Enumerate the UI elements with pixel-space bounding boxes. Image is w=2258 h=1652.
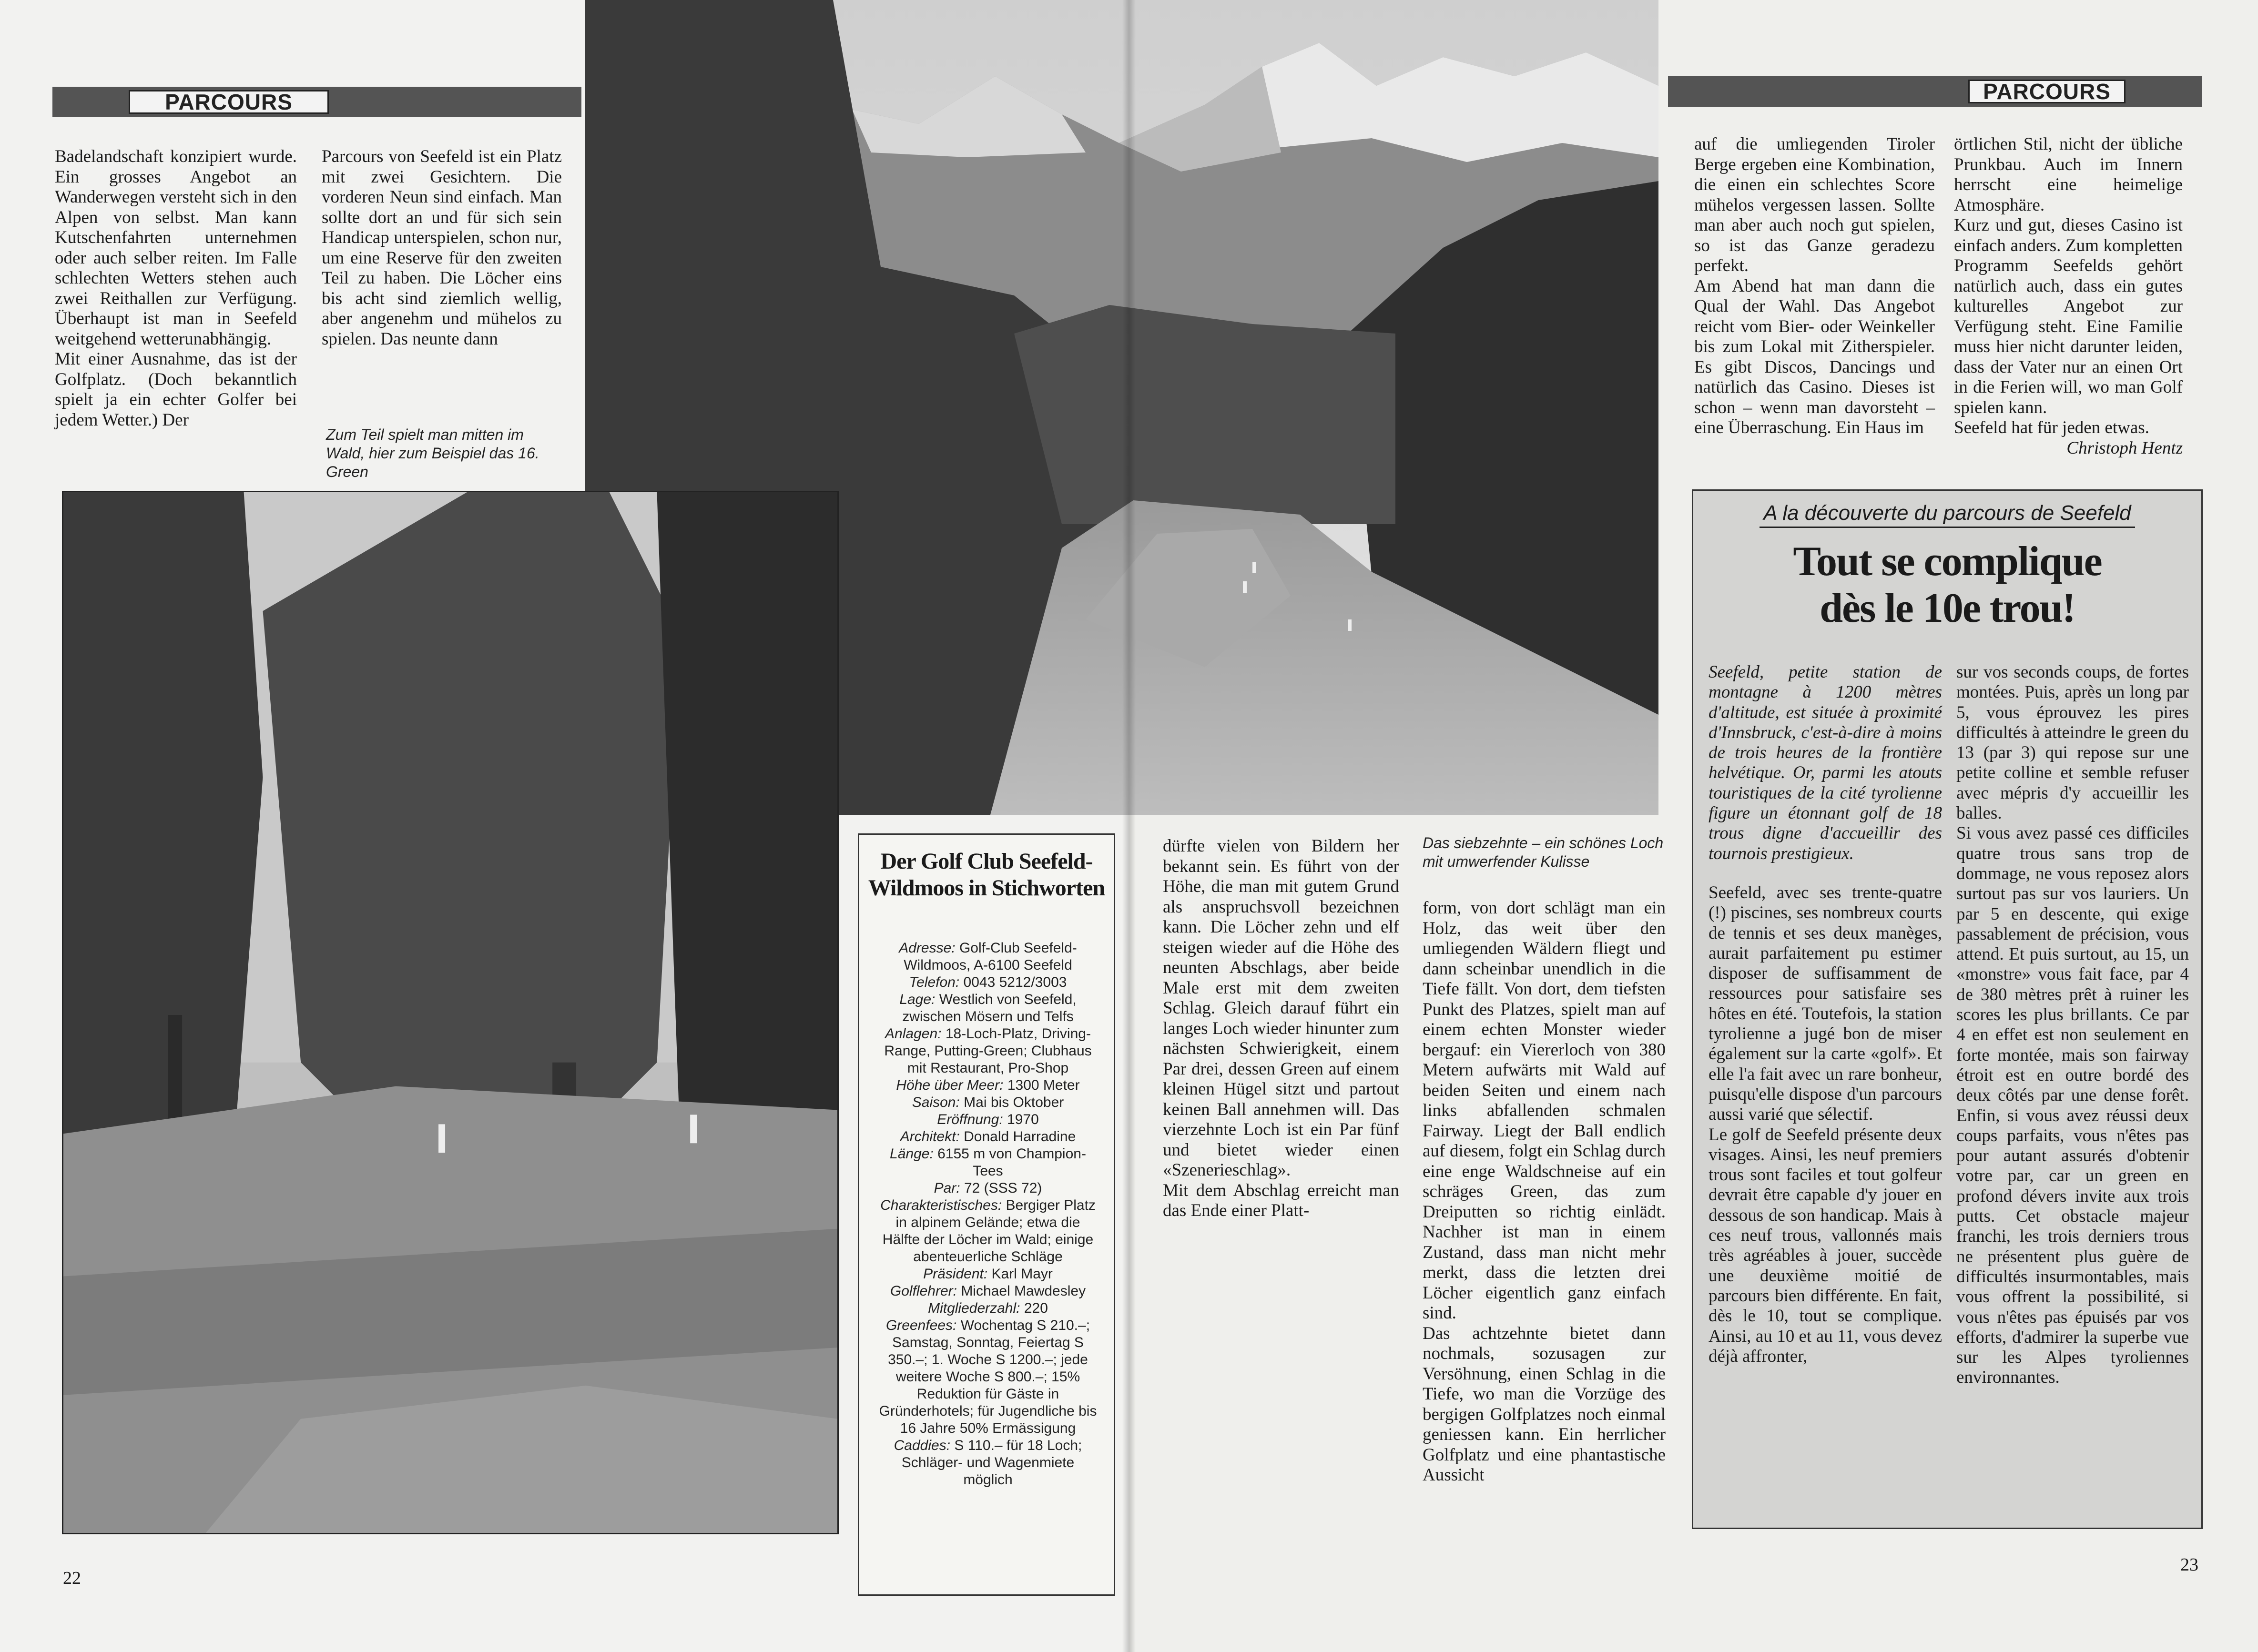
page-number-right: 23 xyxy=(2180,1555,2198,1575)
section-band-left xyxy=(52,87,581,117)
right-text-col-b xyxy=(1423,898,1666,1486)
french-kicker: A la découverte du parcours de Seefeld xyxy=(1693,501,2201,525)
fact-mitglieder: Mitgliederzahl: 220 xyxy=(928,1300,1048,1316)
fact-par: Par: 72 (SSS 72) xyxy=(934,1180,1042,1196)
section-label-left: PARCOURS xyxy=(129,90,329,114)
french-col-2 xyxy=(1956,662,2189,1388)
right-text-col-d xyxy=(1954,134,2183,458)
right-colA-para-1: dürfte vielen von Bildern her bekannt sein. Es führt von der Höhe, die man mit gutem Grund als anspruchsvoll bezeichnen kann. Die Löcher zehn und elf steigen wieder auf die Höhe des neunten Abschlags, aber beide Male erst mit dem zweiten Schlag. Gleich darauf führt ein langes Loch wieder hinunter zum nächsten Schwierigkeit, einem Par drei, dessen Green auf einem kleinen Hügel sitzt und partout keinen Ball annehmen will. Das vierzehnte Loch ist ein Par fünf und bietet wieder einen «Szenerieschlag». xyxy=(1163,836,1399,1180)
photo-forest-green xyxy=(62,491,839,1534)
fact-telefon: Telefon: 0043 5212/3003 xyxy=(909,974,1067,990)
section-band-right xyxy=(1668,76,2202,107)
left-text-col-2 xyxy=(322,147,562,349)
fact-charakteristisches: Charakteristisches: Bergiger Platz in alpinem Gelände; etwa die Hälfte der Löcher im Wald; einige abenteuerliche Schläge xyxy=(880,1197,1096,1265)
french-title-line-1: Tout se complique xyxy=(1793,538,2102,585)
fact-laenge: Länge: 6155 m von Champion-Tees xyxy=(890,1146,1086,1179)
left-text-col-1 xyxy=(55,147,297,430)
factbox-title: Der Golf Club Seefeld-Wildmoos in Stichworten xyxy=(868,849,1105,901)
french-col2-para-1: sur vos seconds coups, de fortes montées. Puis, après un long par 5, vous éprouvez les pires difficultés à atteindre le green du 13 (par 3) qui repose sur une petite colline et semble refuser avec mépris d'y accueillir les balles. xyxy=(1956,662,2189,823)
fact-praesident: Präsident: Karl Mayr xyxy=(923,1266,1053,1282)
fact-golflehrer: Golflehrer: Michael Mawdesley xyxy=(890,1283,1086,1299)
right-colA-para-2: Mit dem Abschlag erreicht man das Ende einer Platt- xyxy=(1163,1180,1399,1220)
right-colD-para-1: örtlichen Stil, nicht der übliche Prunkbau. Auch im Innern herrscht eine heimelige Atmosphäre. xyxy=(1954,134,2183,215)
fact-eroeffnung: Eröffnung: 1970 xyxy=(937,1112,1039,1127)
french-col2-para-2: Si vous avez passé ces difficiles quatre trous sans trop de dommage, ne vous reposez alors surtout pas sur vos lauriers. Un par 5 en descente, qui exige passablement de précision, vous attend. Et puis surtout, au 15, un «monstre» vous fait face, par 4 de 380 mètres prêt à ruiner les scores les plus brillants. Ce par 4 en effet est non seulement en forte montée, mais son fairway étroit est en outre bordé des deux côtés par une dense forêt. Enfin, si vous avez réussi deux coups parfaits, vous n'êtes pas pour autant assurés d'obtenir votre par, car un green en profond dévers invite aux trois putts. Cet obstacle majeur franchi, les trois derniers trous ne présentent plus guère de difficultés insurmontables, mais vous offrent la possibilité, si vous n'êtes pas épuisés par vos efforts, d'admirer la superbe vue sur les Alpes tyroliennes environnantes. xyxy=(1956,823,2189,1388)
page-number-left: 22 xyxy=(63,1568,81,1588)
right-colC-para-1: auf die umliegenden Tiroler Berge ergeben eine Kombination, die einen ein schlechtes Score mühelos vergessen lassen. Sollte man aber auch noch gut spielen, so ist das Ganze geradezu perfekt. xyxy=(1694,134,1935,275)
left-col2-para-1: Parcours von Seefeld ist ein Platz mit zwei Gesichtern. Die vorderen Neun sind einfach. Man sollte dort an und für sich sein Handicap unterspielen, schon nur, um eine Reserve für den zweiten Teil zu haben. Die Löcher eins bis acht sind ziemlich wellig, aber angenehm und mühelos zu spielen. Das neunte dann xyxy=(322,147,562,349)
fact-lage: Lage: Westlich von Seefeld, zwischen Mösern und Telfs xyxy=(899,992,1077,1024)
factbox-body xyxy=(878,940,1098,1489)
left-col1-para-2: Mit einer Ausnahme, das ist der Golfplatz. (Doch bekanntlich spielt ja ein echter Golfer bei jedem Wetter.) Der xyxy=(55,349,297,430)
caption-mountain: Das siebzehnte – ein schönes Loch mit umwerfender Kulisse xyxy=(1423,834,1664,870)
french-title-line-2: dès le 10e trou! xyxy=(1820,585,2075,631)
right-colB-para-2: Das achtzehnte bietet dann nochmals, sozusagen zur Versöhnung, einen Schlag in die Tiefe, wo man die Vorzüge des bergigen Golfplatzes noch einmal geniessen kann. Ein herrlicher Golfplatz und eine phantastische Aussicht xyxy=(1423,1323,1666,1485)
fact-saison: Saison: Mai bis Oktober xyxy=(912,1095,1064,1110)
fact-greenfees: Greenfees: Wochentag S 210.–; Samstag, Sonntag, Feiertag S 350.–; 1. Woche S 1200.–; jede weitere Woche S 800.–; 15% Reduktion für Gäste in Gründerhotels; für Jugendliche bis 16 Jahre 50% Ermässigung xyxy=(879,1318,1097,1436)
fact-anlagen: Anlagen: 18-Loch-Platz, Driving-Range, Putting-Green; Clubhaus mit Restaurant, Pro-Shop xyxy=(884,1026,1092,1076)
factbox-golf-club xyxy=(858,833,1115,1596)
right-colC-para-2: Am Abend hat man dann die Qual der Wahl. Das Angebot reicht vom Bier- oder Weinkeller bis zum Lokal mit Zitherspieler. Es gibt Discos, Dancings und natürlich das Casino. Dieses ist schon – wenn man davorsteht – eine Überraschung. Ein Haus im xyxy=(1694,276,1935,437)
fact-caddies: Caddies: S 110.– für 18 Loch; Schläger- und Wagenmiete möglich xyxy=(894,1438,1082,1488)
french-col1-para-1: Seefeld, avec ses trente-quatre (!) piscines, ses nombreux courts de tennis et ses deux manèges, aurait parfaitement pu estimer disposer de suffisamment de ressources pour satisfaire ses hôtes en été. Toutefois, la station tyrolienne a jugé bon de miser également sur la carte «golf». Et elle l'a fait avec un rare bonheur, puisqu'elle dispose d'un parcours aussi varié que sélectif. xyxy=(1709,882,1942,1125)
fact-hoehe: Höhe über Meer: 1300 Meter xyxy=(896,1077,1080,1093)
french-col-1 xyxy=(1709,662,1942,1367)
fact-adresse: Adresse: Golf-Club Seefeld-Wildmoos, A-6100 Seefeld xyxy=(899,940,1077,973)
right-colD-para-3: Seefeld hat für jeden etwas. xyxy=(1954,418,2149,437)
french-title xyxy=(1693,538,2201,632)
right-colD-para-2: Kurz und gut, dieses Casino ist einfach anders. Zum kompletten Programm Seefelds gehört natürlich auch, dass ein gutes kulturelles Angebot zur Verfügung steht. Eine Familie muss hier nicht darunter leiden, dass der Vater nur an einen Ort in die Ferien will, wo man Golf spielen kann. xyxy=(1954,215,2183,417)
french-article-box xyxy=(1692,489,2203,1529)
french-intro: Seefeld, petite station de montagne à 1200 mètres d'altitude, est située à proximité d'Innsbruck, c'est-à-dire à moins de trois heures de la frontière helvétique. Or, parmi les atouts touristiques de la cité tyrolienne figure un étonnant golf de 18 trous digne d'accueillir des tournois prestigieux. xyxy=(1709,662,1942,863)
french-col1-para-2: Le golf de Seefeld présente deux visages. Ainsi, les neuf premiers trous sont faciles et tout golfeur devrait être capable d'y jouer en dessous de son handicap. Mais à ces neuf trous, vallonnés mais très agréables à jouer, succède une deuxième moitié de parcours bien différente. En fait, dès le 10, tout se complique. Ainsi, au 10 et au 11, vous devez déjà affronter, xyxy=(1709,1125,1942,1366)
right-text-col-c xyxy=(1694,134,1935,438)
caption-forest: Zum Teil spielt man mitten im Wald, hier zum Beispiel das 16. Green xyxy=(326,426,539,480)
right-colB-para-1: form, von dort schlägt man ein Holz, das weit über den umliegenden Wäldern fliegt und dann scheinbar unendlich in die Tiefe fällt. Von dort, dem tiefsten Punkt des Platzes, spielt man auf einem echten Monster wieder bergauf: ein Viererloch von 380 Metern aufwärts mit Wald auf beiden Seiten und einem nach links abfallenden schmalen Fairway. Liegt der Ball endlich auf diesem, folgt ein Schlag durch eine enge Waldschneise auf ein schräges Green, das zum Dreiputten so richtig einlädt. Nachher ist man in einem Zustand, dass man nicht mehr merkt, dass die letzten drei Löcher eigentlich ganz einfach sind. xyxy=(1423,898,1666,1323)
forest-photo-art xyxy=(63,492,837,1533)
spine-gutter xyxy=(1122,0,1136,1652)
right-text-col-a xyxy=(1163,836,1399,1221)
fact-architekt: Architekt: Donald Harradine xyxy=(900,1129,1076,1145)
left-col1-para-1: Badelandschaft konzipiert wurde. Ein grosses Angebot an Wanderwegen versteht sich in den Alpen von selbst. Man kann Kutschenfahrten unternehmen oder auch selber reiten. Im Falle schlechten Wetters stehen auch zwei Reithallen zur Verfügung. Überhaupt ist man in Seefeld weitgehend wetterunabhängig. xyxy=(55,147,297,349)
section-label-right: PARCOURS xyxy=(1968,80,2126,103)
author-signature: Christoph Hentz xyxy=(2066,438,2183,458)
